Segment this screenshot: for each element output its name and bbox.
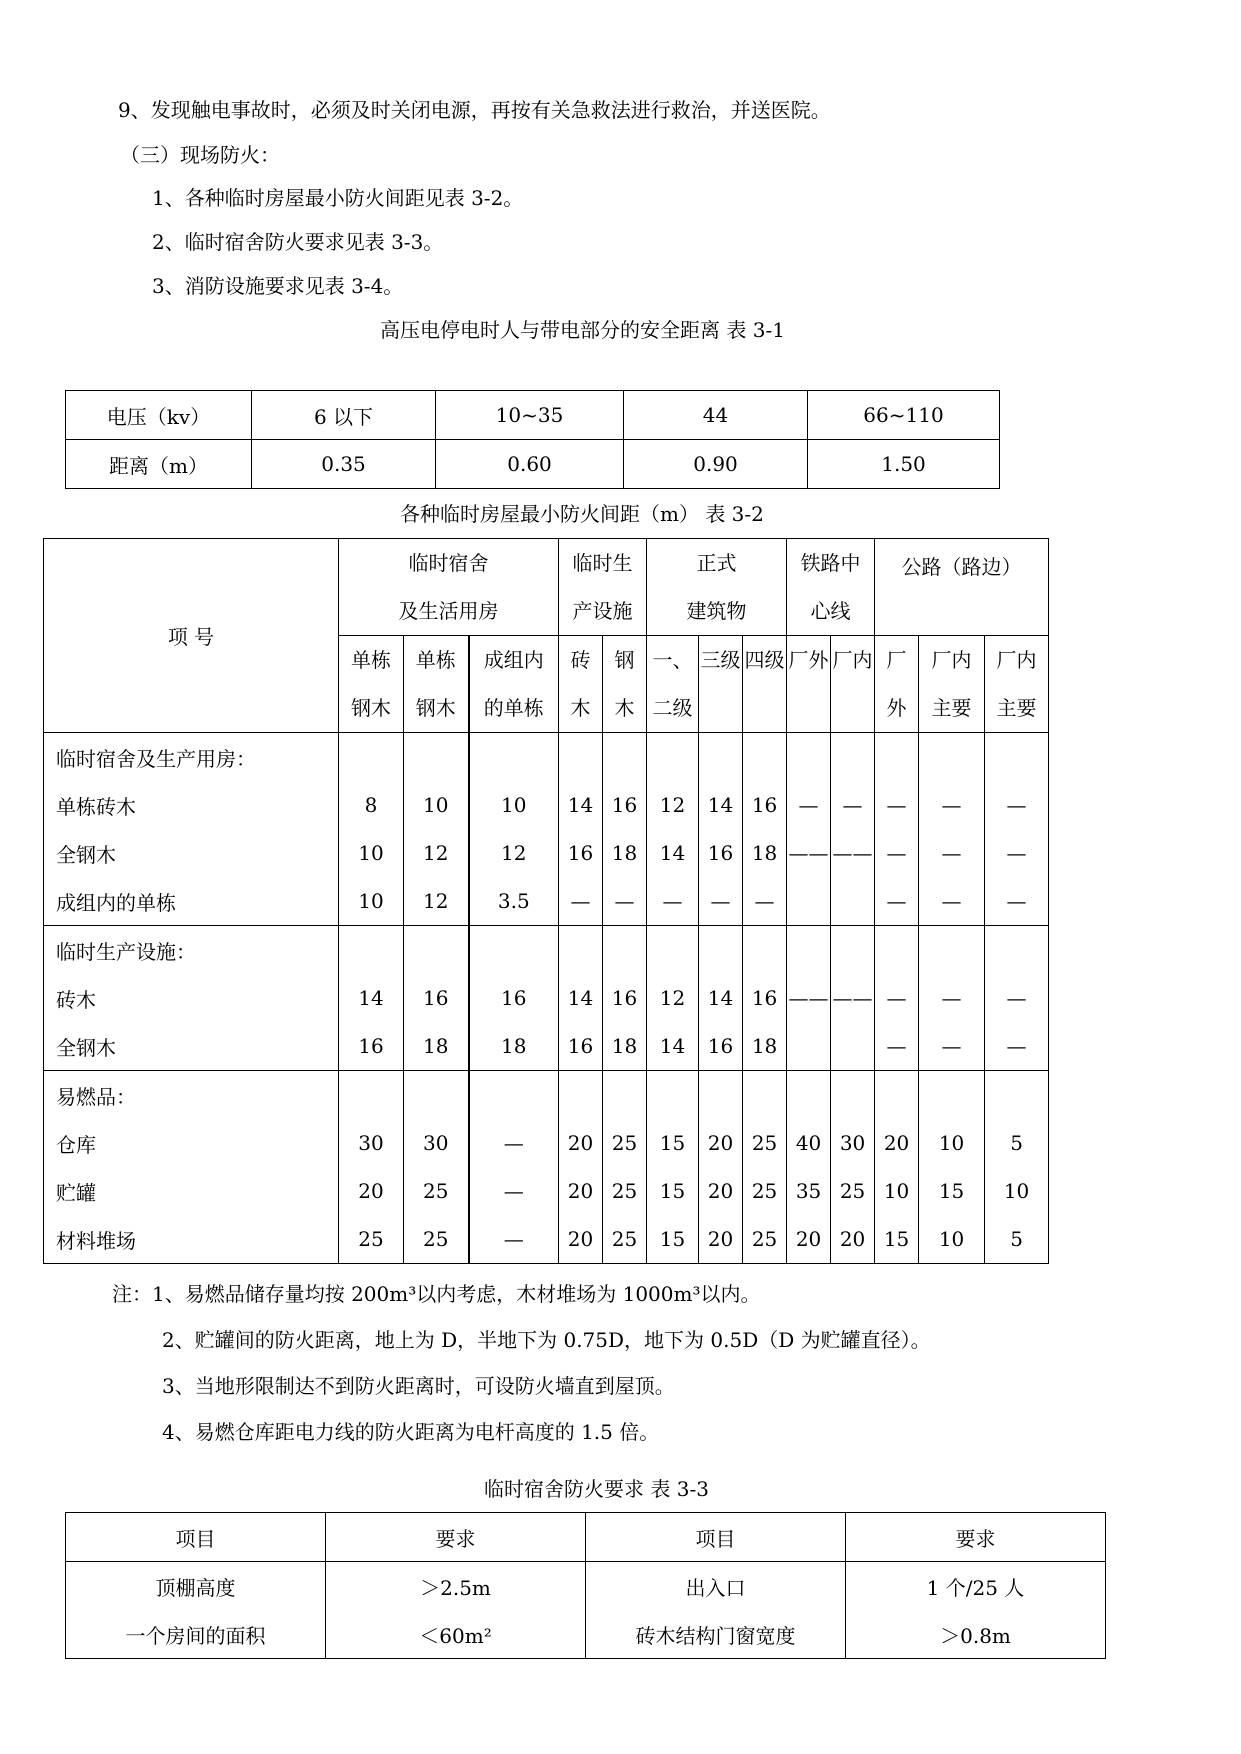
table-cell	[404, 926, 469, 975]
note-2: 2、贮罐间的防火距离，地上为 D，半地下为 0.75D，地下为 0.5D（D 为贮罐直径）。	[162, 1328, 931, 1352]
group-header-railway: 铁路中 心线	[787, 539, 875, 636]
table-cell: 20	[787, 1215, 831, 1264]
table-row	[66, 1562, 1106, 1611]
table-cell	[404, 733, 469, 782]
table-cell	[787, 733, 831, 782]
table-cell	[875, 733, 919, 782]
table-cell: 30	[404, 1119, 469, 1167]
table-cell: 20	[559, 1215, 603, 1264]
table-cell: 14	[699, 781, 743, 829]
section-heading: （三）现场防火：	[120, 143, 280, 167]
table-cell: 18	[603, 829, 647, 877]
group-header-building: 正式 建筑物	[647, 539, 787, 636]
item-header: 项 号	[44, 539, 339, 733]
table-cell: 16	[559, 1022, 603, 1071]
table-cell: 18	[743, 1022, 787, 1071]
subheader-cell: 厂内 主要	[919, 636, 985, 733]
table-cell: 25	[339, 1215, 404, 1264]
subheader-cell: 一、 二级	[647, 636, 699, 733]
table-cell: 40	[787, 1119, 831, 1167]
note-3: 3、当地形限制达不到防火距离时，可设防火墙直到屋顶。	[162, 1374, 675, 1398]
table-cell	[831, 1022, 875, 1071]
table-cell: 10	[339, 877, 404, 926]
table-cell	[469, 926, 559, 975]
table-cell	[559, 733, 603, 782]
table-cell	[404, 1071, 469, 1120]
table-cell: 顶棚高度	[66, 1562, 326, 1611]
subheader-cell: 厂 外	[875, 636, 919, 733]
table-cell: 20	[339, 1167, 404, 1215]
table-row	[44, 1167, 1049, 1215]
table-cell: 0.60	[436, 440, 624, 489]
table-cell	[699, 926, 743, 975]
table-row	[44, 877, 1049, 926]
table-cell: ——	[831, 829, 875, 877]
table-cell: 12	[647, 781, 699, 829]
table-cell: 10	[919, 1215, 985, 1264]
table-cell	[743, 733, 787, 782]
table-cell: 20	[559, 1119, 603, 1167]
table-cell: —	[743, 877, 787, 926]
table-cell: 15	[647, 1167, 699, 1215]
table-cell	[831, 733, 875, 782]
table-row	[44, 1022, 1049, 1071]
table-cell: 15	[647, 1119, 699, 1167]
table-cell: 20	[559, 1167, 603, 1215]
table-cell: 14	[559, 974, 603, 1022]
subheader-cell: 单栋 钢木	[339, 636, 404, 733]
table-cell: 20	[875, 1119, 919, 1167]
subheader-cell: 厂内	[831, 636, 875, 733]
subheader-cell: 四级	[743, 636, 787, 733]
row-label: 全钢木	[44, 1022, 339, 1071]
table-cell: 12	[404, 877, 469, 926]
table-cell: 25	[743, 1119, 787, 1167]
group-header-road: 公路（路边）	[875, 539, 1049, 636]
subheader-cell: 厂外	[787, 636, 831, 733]
table-cell: —	[919, 877, 985, 926]
table-cell: 一个房间的面积	[66, 1610, 326, 1659]
subheader-cell: 厂内 主要	[985, 636, 1049, 733]
group-header-dormitory: 临时宿舍 及生活用房	[339, 539, 559, 636]
table-cell: —	[919, 829, 985, 877]
table-cell: 18	[743, 829, 787, 877]
table-cell: 10	[339, 829, 404, 877]
table-cell: 6 以下	[252, 391, 436, 440]
table-cell: 8	[339, 781, 404, 829]
table-cell: —	[469, 1119, 559, 1167]
table-cell: —	[875, 877, 919, 926]
table-cell	[647, 1071, 699, 1120]
group-title-row	[44, 926, 1049, 975]
table-cell: 16	[603, 974, 647, 1022]
table-cell: —	[875, 1022, 919, 1071]
table-cell: ——	[787, 829, 831, 877]
table-cell: 16	[743, 781, 787, 829]
table-cell: 12	[404, 829, 469, 877]
list-item: 3、消防设施要求见表 3-4。	[152, 274, 404, 298]
table-row	[66, 1610, 1106, 1659]
table-cell: —	[985, 877, 1049, 926]
table-cell: 10	[985, 1167, 1049, 1215]
table-row	[44, 829, 1049, 877]
table-cell: 10~35	[436, 391, 624, 440]
table-cell: 16	[699, 829, 743, 877]
table-cell: —	[919, 1022, 985, 1071]
table-cell: 14	[339, 974, 404, 1022]
table-cell: 16	[339, 1022, 404, 1071]
table-cell: 12	[469, 829, 559, 877]
table-row	[44, 974, 1049, 1022]
table-cell: 25	[743, 1215, 787, 1264]
table-caption: 各种临时房屋最小防火间距（m） 表 3-2	[400, 502, 764, 526]
safety-distance-table	[65, 390, 1000, 489]
table-cell: 15	[875, 1215, 919, 1264]
table-cell	[339, 926, 404, 975]
table-cell: 18	[469, 1022, 559, 1071]
table-cell: 35	[787, 1167, 831, 1215]
table-cell: 1 个/25 人	[846, 1562, 1106, 1611]
group-title: 易燃品：	[44, 1071, 339, 1120]
table-cell	[787, 1022, 831, 1071]
table-cell	[647, 733, 699, 782]
table-cell	[985, 926, 1049, 975]
group-header-production: 临时生 产设施	[559, 539, 647, 636]
table-cell: 18	[603, 1022, 647, 1071]
table-cell: 15	[647, 1215, 699, 1264]
table-cell: 16	[743, 974, 787, 1022]
table-cell	[919, 733, 985, 782]
table-caption: 高压电停电时人与带电部分的安全距离 表 3-1	[380, 318, 785, 342]
table-cell	[919, 926, 985, 975]
table-row	[66, 391, 1000, 440]
table-cell: 25	[831, 1167, 875, 1215]
table-cell: 16	[603, 781, 647, 829]
row-label: 仓库	[44, 1119, 339, 1167]
table-cell: 25	[603, 1119, 647, 1167]
table-cell: 10	[404, 781, 469, 829]
table-cell: 距离（m）	[66, 440, 252, 489]
table-cell: 44	[624, 391, 808, 440]
table-cell: —	[919, 781, 985, 829]
row-label: 材料堆场	[44, 1215, 339, 1264]
row-label: 单栋砖木	[44, 781, 339, 829]
table-cell: 10	[919, 1119, 985, 1167]
table-cell: —	[469, 1167, 559, 1215]
table-caption: 临时宿舍防火要求 表 3-3	[484, 1477, 709, 1501]
table-cell: 电压（kv）	[66, 391, 252, 440]
table-cell	[875, 1071, 919, 1120]
table-cell: —	[603, 877, 647, 926]
table-cell: 16	[404, 974, 469, 1022]
table-cell: 0.90	[624, 440, 808, 489]
table-cell	[603, 926, 647, 975]
table-cell: 10	[469, 781, 559, 829]
table-cell	[647, 926, 699, 975]
table-cell: ——	[831, 974, 875, 1022]
note-4: 4、易燃仓库距电力线的防火距离为电杆高度的 1.5 倍。	[162, 1420, 660, 1444]
table-cell: 0.35	[252, 440, 436, 489]
group-title-row	[44, 1071, 1049, 1120]
table-cell: ＜60m²	[326, 1610, 586, 1659]
table-cell: —	[985, 829, 1049, 877]
table-cell: 12	[647, 974, 699, 1022]
row-label: 砖木	[44, 974, 339, 1022]
table-cell	[743, 926, 787, 975]
group-title: 临时宿舍及生产用房：	[44, 733, 339, 782]
table-row	[44, 1119, 1049, 1167]
table-cell: —	[875, 829, 919, 877]
table-cell	[559, 926, 603, 975]
table-cell: 10	[875, 1167, 919, 1215]
table-cell: 66~110	[808, 391, 1000, 440]
table-cell	[787, 1071, 831, 1120]
note-1: 注：1、易燃品储存量均按 200m³以内考虑，木材堆场为 1000m³以内。	[112, 1282, 761, 1306]
table-cell: 20	[699, 1119, 743, 1167]
table-row	[44, 781, 1049, 829]
table-cell: 16	[559, 829, 603, 877]
list-item: 2、临时宿舍防火要求见表 3-3。	[152, 230, 444, 254]
table-cell: —	[985, 1022, 1049, 1071]
table-cell	[831, 1071, 875, 1120]
group-title: 临时生产设施：	[44, 926, 339, 975]
table-cell: 14	[647, 1022, 699, 1071]
table-cell: 砖木结构门窗宽度	[586, 1610, 846, 1659]
table-cell: —	[919, 974, 985, 1022]
table-cell	[875, 926, 919, 975]
table-cell: —	[647, 877, 699, 926]
subheader-cell: 成组内 的单栋	[469, 636, 559, 733]
table-cell: 5	[985, 1119, 1049, 1167]
table-header-row	[66, 1513, 1106, 1562]
table-cell: 15	[919, 1167, 985, 1215]
table-cell: ＞0.8m	[846, 1610, 1106, 1659]
table-cell	[831, 877, 875, 926]
table-cell	[559, 1071, 603, 1120]
table-cell	[831, 926, 875, 975]
table-cell: 25	[404, 1215, 469, 1264]
table-cell: 14	[699, 974, 743, 1022]
table-cell: 25	[404, 1167, 469, 1215]
table-row	[66, 440, 1000, 489]
table-cell: 14	[559, 781, 603, 829]
table-cell: —	[985, 974, 1049, 1022]
table-cell: 5	[985, 1215, 1049, 1264]
table-cell: ——	[787, 974, 831, 1022]
table-cell: 出入口	[586, 1562, 846, 1611]
subheader-cell: 钢 木	[603, 636, 647, 733]
row-label: 贮罐	[44, 1167, 339, 1215]
table-cell	[469, 733, 559, 782]
subheader-cell: 砖 木	[559, 636, 603, 733]
header-cell: 项目	[66, 1513, 326, 1562]
table-cell	[787, 877, 831, 926]
table-cell: 25	[603, 1215, 647, 1264]
row-label: 成组内的单栋	[44, 877, 339, 926]
table-cell: —	[875, 974, 919, 1022]
fire-distance-table	[43, 538, 1049, 1264]
table-cell: 25	[743, 1167, 787, 1215]
table-cell	[699, 733, 743, 782]
header-cell: 要求	[326, 1513, 586, 1562]
table-cell: 18	[404, 1022, 469, 1071]
table-cell	[339, 733, 404, 782]
table-cell: ＞2.5m	[326, 1562, 586, 1611]
table-cell: 20	[699, 1215, 743, 1264]
table-cell	[603, 733, 647, 782]
table-cell	[743, 1071, 787, 1120]
table-cell: 30	[339, 1119, 404, 1167]
table-cell: 20	[831, 1215, 875, 1264]
table-cell: —	[787, 781, 831, 829]
paragraph-9: 9、发现触电事故时，必须及时关闭电源，再按有关急救法进行救治，并送医院。	[118, 98, 831, 122]
table-cell	[339, 1071, 404, 1120]
table-cell: —	[469, 1215, 559, 1264]
table-cell: —	[985, 781, 1049, 829]
table-cell: 20	[699, 1167, 743, 1215]
table-cell: —	[559, 877, 603, 926]
table-cell	[985, 733, 1049, 782]
table-cell	[469, 1071, 559, 1120]
table-cell	[985, 1071, 1049, 1120]
subheader-cell: 三级	[699, 636, 743, 733]
table-cell: 16	[469, 974, 559, 1022]
table-cell: —	[875, 781, 919, 829]
table-cell: 3.5	[469, 877, 559, 926]
table-cell	[919, 1071, 985, 1120]
table-cell: 30	[831, 1119, 875, 1167]
table-cell: 1.50	[808, 440, 1000, 489]
header-cell: 要求	[846, 1513, 1106, 1562]
dormitory-fire-table	[65, 1512, 1106, 1659]
list-item: 1、各种临时房屋最小防火间距见表 3-2。	[152, 186, 524, 210]
table-cell: 14	[647, 829, 699, 877]
header-cell: 项目	[586, 1513, 846, 1562]
row-label: 全钢木	[44, 829, 339, 877]
table-cell: —	[831, 781, 875, 829]
subheader-cell: 单栋 钢木	[404, 636, 469, 733]
table-cell: —	[699, 877, 743, 926]
table-cell: 16	[699, 1022, 743, 1071]
group-title-row	[44, 733, 1049, 782]
table-cell: 25	[603, 1167, 647, 1215]
table-cell	[699, 1071, 743, 1120]
table-cell	[787, 926, 831, 975]
table-row	[44, 1215, 1049, 1264]
table-cell	[603, 1071, 647, 1120]
